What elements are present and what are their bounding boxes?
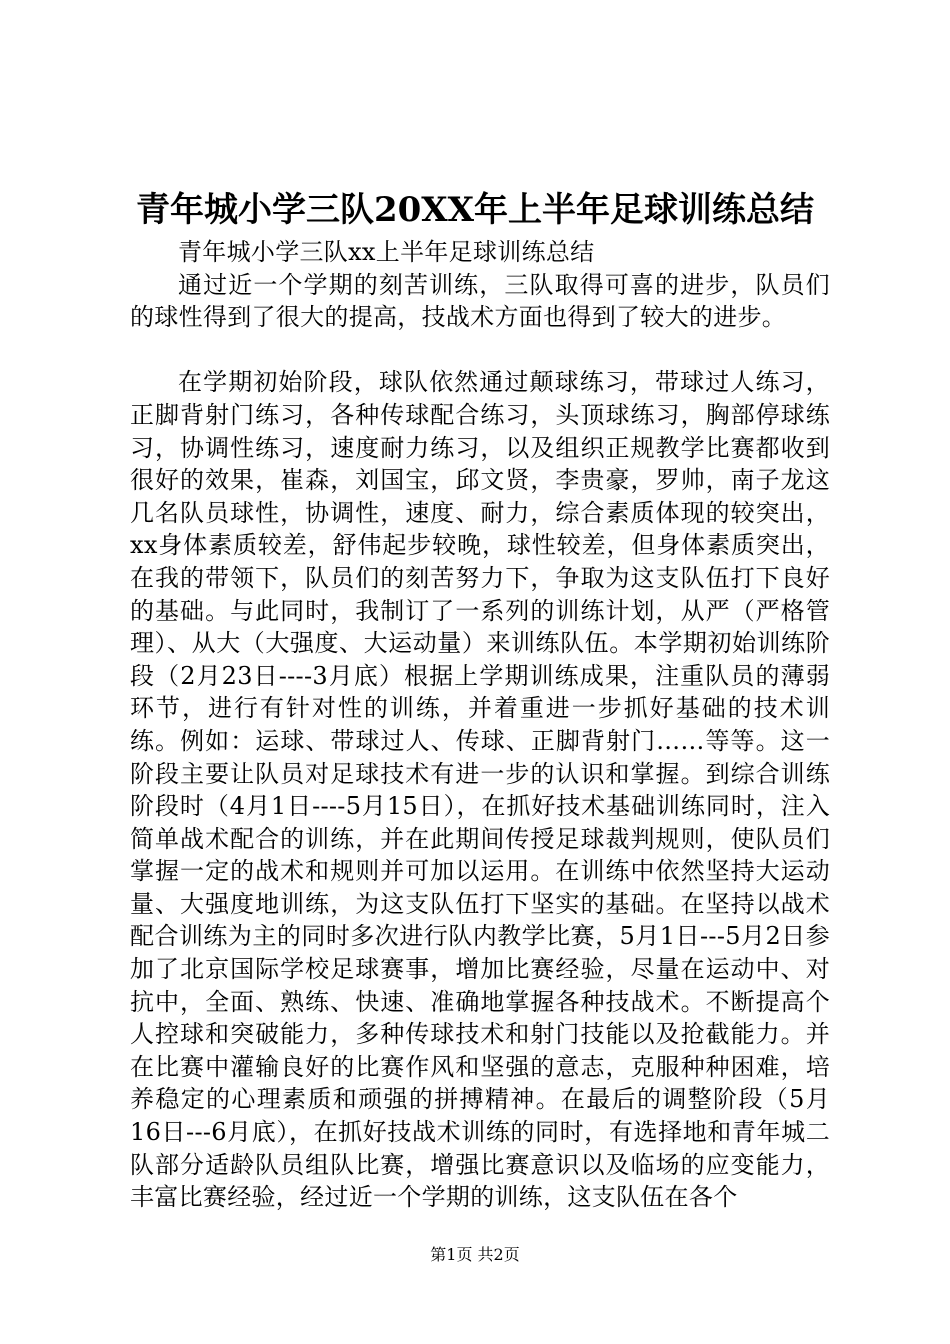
subtitle-line: 青年城小学三队xx上半年足球训练总结 bbox=[178, 238, 595, 266]
document-title: 青年城小学三队20XX年上半年足球训练总结 bbox=[135, 190, 815, 230]
paragraph-intro: 通过近一个学期的刻苦训练，三队取得可喜的进步，队员们的球性得到了很大的提高，技战术方面也得到了较大的进步。 bbox=[130, 270, 830, 332]
paragraph-main: 在学期初始阶段，球队依然通过颠球练习，带球过人练习，正脚背射门练习，各种传球配合练习，头顶球练习，胸部停球练习，协调性练习，速度耐力练习，以及组织正规教学比赛都收到很好的效果，崔森，刘国宝，邱文贤，李贵豪，罗帅，南子龙这几名队员球性，协调性，速度、耐力，综合素质体现的较突出，xx身体素质较差，舒伟起步较晚，球性较差，但身体素质突出，在我的带领下，队员们的刻苦努力下，争取为这支队伍打下良好的基础。与此同时，我制订了一系列的训练计划，从严（严格管理）、从大（大强度、大运动量）来训练队伍。本学期初始训练阶段（2月23日----3月底）根据上学期训练成果，注重队员的薄弱环节，进行有针对性的训练，并着重进一步抓好基础的技术训练。例如：运球、带球过人、传球、正脚背射门……等等。这一阶段主要让队员对足球技术有进一步的认识和掌握。到综合训练阶段时（4月1日----5月15日），在抓好技术基础训练同时，注入简单战术配合的训练，并在此期间传授足球裁判规则，使队员们掌握一定的战术和规则并可加以运用。在训练中依然坚持大运动量、大强度地训练，为这支队伍打下坚实的基础。在坚持以战术配合训练为主的同时多次进行队内教学比赛，5月1日---5月2日参加了北京国际学校足球赛事，增加比赛经验，尽量在运动中、对抗中，全面、熟练、快速、准确地掌握各种技战术。不断提高个人控球和突破能力，多种传球技术和射门技能以及抢截能力。并在比赛中灌输良好的比赛作风和坚强的意志，克服种种困难，培养稳定的心理素质和顽强的拼搏精神。在最后的调整阶段（5月16日---6月底），在抓好技战术训练的同时，有选择地和青年城二队部分适龄队员组队比赛，增强比赛意识以及临场的应变能力，丰富比赛经验，经过近一个学期的训练，这支队伍在各个 bbox=[130, 368, 830, 1212]
paragraph-gap bbox=[130, 334, 830, 367]
page-footer: 第1页 共2页 bbox=[430, 1245, 520, 1264]
document-body bbox=[130, 236, 830, 1214]
